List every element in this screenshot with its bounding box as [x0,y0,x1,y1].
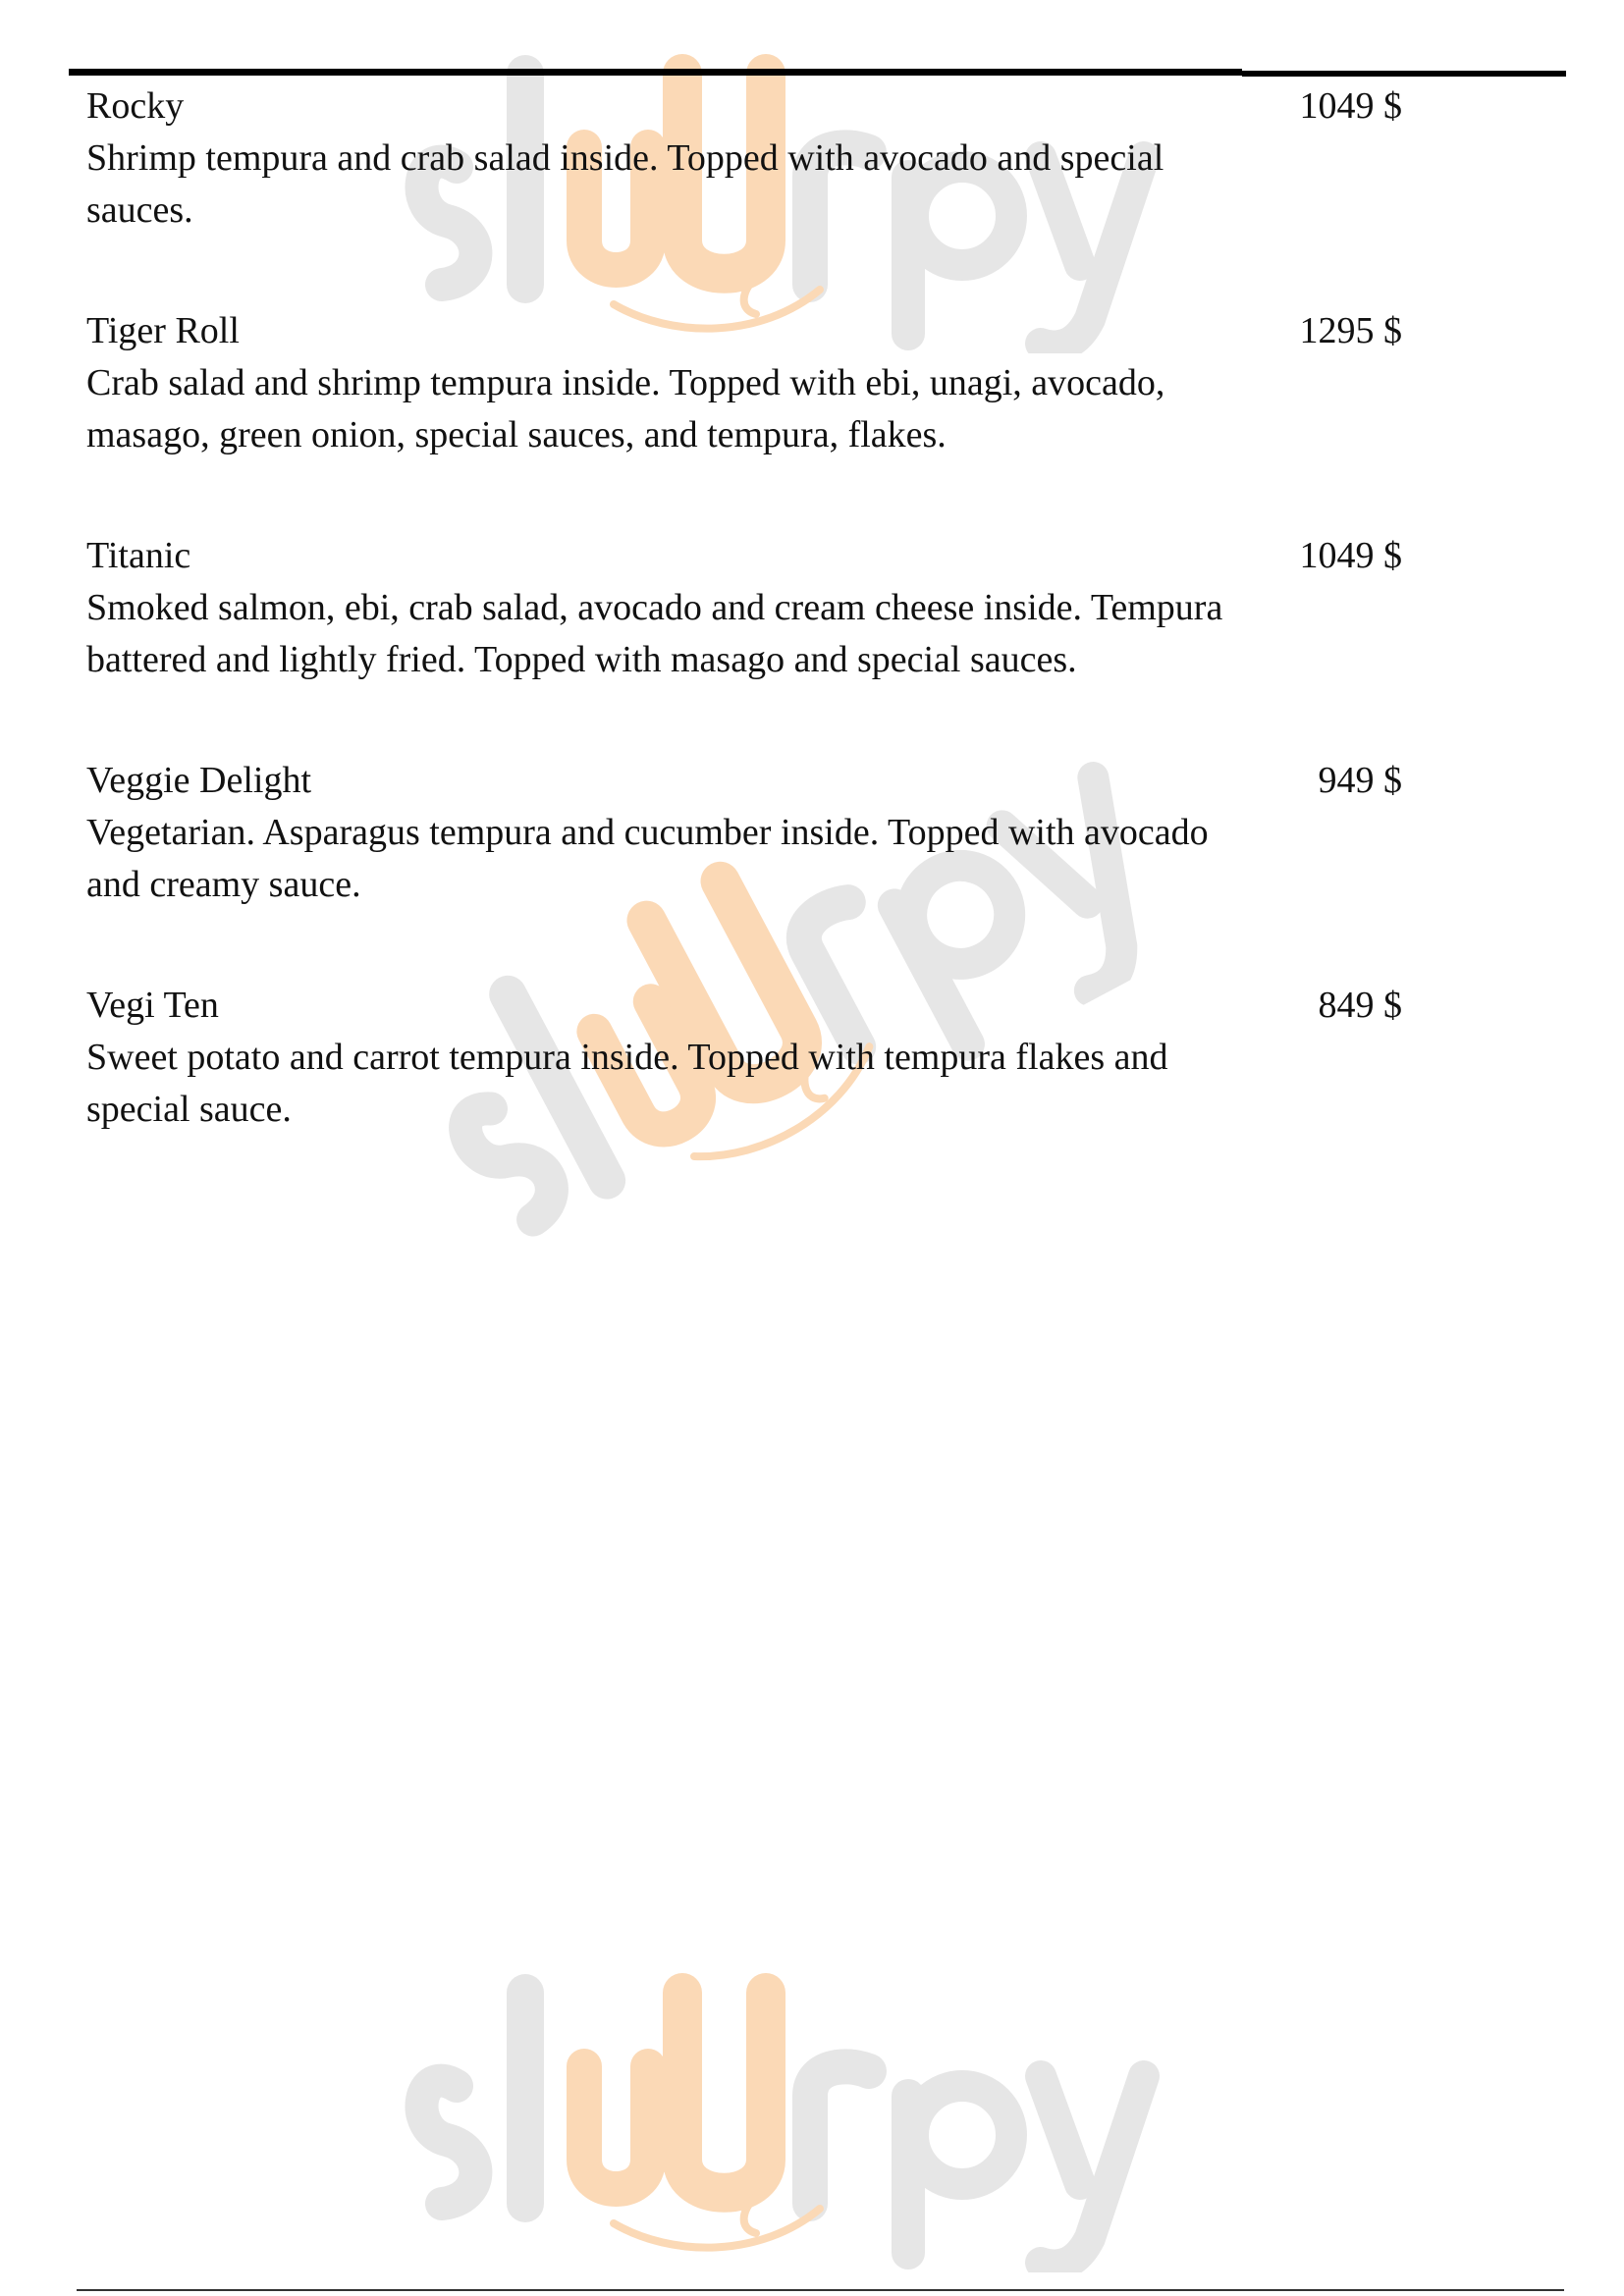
item-name: Titanic [86,535,191,576]
menu-item [86,980,1402,1136]
item-name: Rocky [86,85,185,127]
item-name: Veggie Delight [86,760,312,801]
menu-item [86,530,1402,686]
item-price: 1295 $ [1299,310,1402,351]
menu-item [86,755,1402,911]
item-description: Sweet potato and carrot tempura inside. Topped with tempura flakes and special sauce. [86,1037,1168,1130]
item-description: Crab salad and shrimp tempura inside. Topped with ebi, unagi, avocado, masago, green onion, special sauces, and tempura, flakes. [86,362,1165,455]
item-name: Vegi Ten [86,985,219,1026]
item-description: Shrimp tempura and crab salad inside. Topped with avocado and special sauces. [86,137,1164,231]
menu-item [86,80,1402,237]
bottom-divider [77,2289,1564,2291]
item-price: 949 $ [1318,760,1402,801]
slurpy-watermark-logo [388,1958,1222,2272]
menu-list [86,80,1402,1204]
item-name: Tiger Roll [86,310,240,351]
item-price: 1049 $ [1299,85,1402,127]
item-description: Vegetarian. Asparagus tempura and cucumber inside. Topped with avocado and creamy sauce. [86,812,1209,905]
item-description: Smoked salmon, ebi, crab salad, avocado and cream cheese inside. Tempura battered and lightly fried. Topped with masago and special sauces. [86,587,1223,680]
item-price: 1049 $ [1299,535,1402,576]
menu-item [86,305,1402,461]
item-price: 849 $ [1318,985,1402,1026]
top-divider [69,69,1242,76]
top-divider-right [1242,71,1566,77]
